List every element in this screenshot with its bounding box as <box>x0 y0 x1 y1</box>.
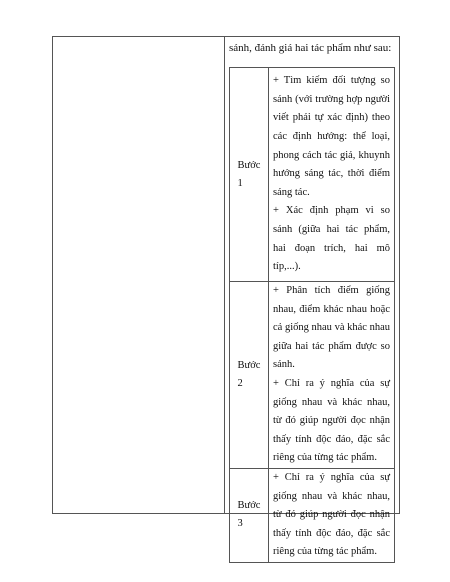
intro-text: sánh, đánh giá hai tác phẩm như sau: <box>229 42 392 54</box>
step-bullet: + Chỉ ra ý nghĩa của sự giống nhau và khác nhau, từ đó giúp người đọc nhận thấy tính độc đáo, đặc sắc riêng của từng tác phẩm. <box>273 377 390 464</box>
step-label: Bước 1 <box>237 159 261 189</box>
step-label: Bước 3 <box>237 500 261 530</box>
step-content-cell <box>269 282 395 469</box>
step-row <box>230 68 395 282</box>
step-label-cell <box>230 468 269 562</box>
step-bullet: + Chỉ ra ý nghĩa của sự giống nhau và khác nhau, từ đó giúp người đọc nhận thấy tính độc đáo, đặc sắc riêng của từng tác phẩm. <box>273 471 390 558</box>
step-row <box>230 468 395 562</box>
step-bullet: + Xác định phạm vi so sánh (giữa hai tác phẩm, hai đoạn trích, hai mô típ,...). <box>273 205 390 273</box>
step-content-cell <box>269 68 395 282</box>
step-row <box>230 282 395 469</box>
step-label-cell <box>230 282 269 469</box>
outer-table <box>52 36 400 558</box>
step-bullet: + Phân tích điểm giống nhau, điểm khác nhau hoặc cả giống nhau và khác nhau giữa hai tác phẩm được so sánh. <box>273 285 390 371</box>
column-divider <box>224 37 225 513</box>
step-content-cell <box>269 468 395 562</box>
step-label: Bước 2 <box>237 359 261 389</box>
step-bullet: + Tìm kiếm đối tượng so sánh (với trường hợp người viết phải tự xác định) theo các định hướng: thể loại, phong cách tác giả, khuynh hướng sáng tác, thời điểm sáng tác. <box>273 75 390 198</box>
step-label-cell <box>230 68 269 282</box>
steps-table <box>229 67 395 563</box>
